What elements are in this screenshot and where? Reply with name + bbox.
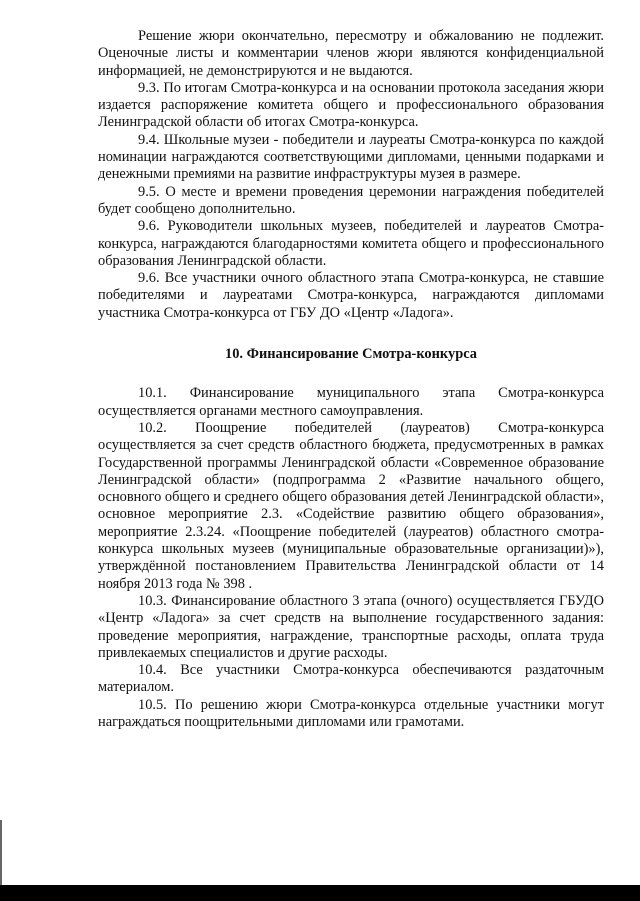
scan-bottom-border — [0, 885, 640, 901]
paragraph-10-1: 10.1. Финансирование муниципального этапа Смотра-конкурса осуществляется органами местного самоуправления. — [98, 385, 604, 419]
document-body — [98, 28, 604, 731]
section-heading: 10. Финансирование Смотра-конкурса — [225, 346, 477, 363]
paragraph-9-6a: 9.6. Руководители школьных музеев, победителей и лауреатов Смотра-конкурса, награждаются благодарностями комитета общего и профессионального образования Ленинградской области. — [98, 218, 604, 269]
paragraph-10-5: 10.5. По решению жюри Смотра-конкурса отдельные участники могут награждаться поощрительными дипломами или грамотами. — [98, 696, 604, 730]
paragraph-10-2: 10.2. Поощрение победителей (лауреатов) Смотра-конкурса осуществляется за счет средств областного бюджета, предусмотренных в рамках Государственной программы Ленинградской области «Современное образование Ленинградской области» (подпрограмма 2 «Развитие начального общего, основного общего и среднего общего образования детей Ленинградской области», основное мероприятие 2.3. «Содействие развитию общего образования», мероприятие 2.3.24. «Поощрение победителей (лауреатов) областного смотра-конкурса школьных музеев (муниципальные образовательные организации)»), утверждённой постановлением Правительства Ленинградской области от 14 ноября 2013 года № 398 . — [98, 419, 604, 592]
scan-edge-shadow — [0, 820, 2, 885]
paragraph-jury-decision: Решение жюри окончательно, пересмотру и обжалованию не подлежит. Оценочные листы и комментарии членов жюри являются конфиденциальной информацией, не демонстрируются и не выдаются. — [98, 28, 604, 79]
paragraph-9-3: 9.3. По итогам Смотра-конкурса и на основании протокола заседания жюри издается распоряжение комитета общего и профессионального образования Ленинградской области об итогах Смотра-конкурса. — [98, 79, 604, 131]
paragraph-9-4: 9.4. Школьные музеи - победители и лауреаты Смотра-конкурса по каждой номинации награждаются соответствующими дипломами, ценными подарками и денежными премиями на развитие инфраструктуры музея в размере. — [98, 131, 604, 183]
paragraph-9-5: 9.5. О месте и времени проведения церемонии награждения победителей будет сообщено дополнительно. — [98, 183, 604, 217]
paragraph-10-4: 10.4. Все участники Смотра-конкурса обеспечиваются раздаточным материалом. — [98, 662, 604, 696]
paragraph-10-3: 10.3. Финансирование областного 3 этапа (очного) осуществляется ГБУДО «Центр «Ладога» за счет средств на выполнение государственного задания: проведение мероприятия, награждение, транспортные расходы, оплата труда привлекаемых специалистов и другие расходы. — [98, 592, 604, 661]
paragraph-9-6b: 9.6. Все участники очного областного этапа Смотра-конкурса, не ставшие победителями и лауреатами Смотра-конкурса, награждаются дипломами участника Смотра-конкурса от ГБУ ДО «Центр «Ладога». — [98, 270, 604, 321]
